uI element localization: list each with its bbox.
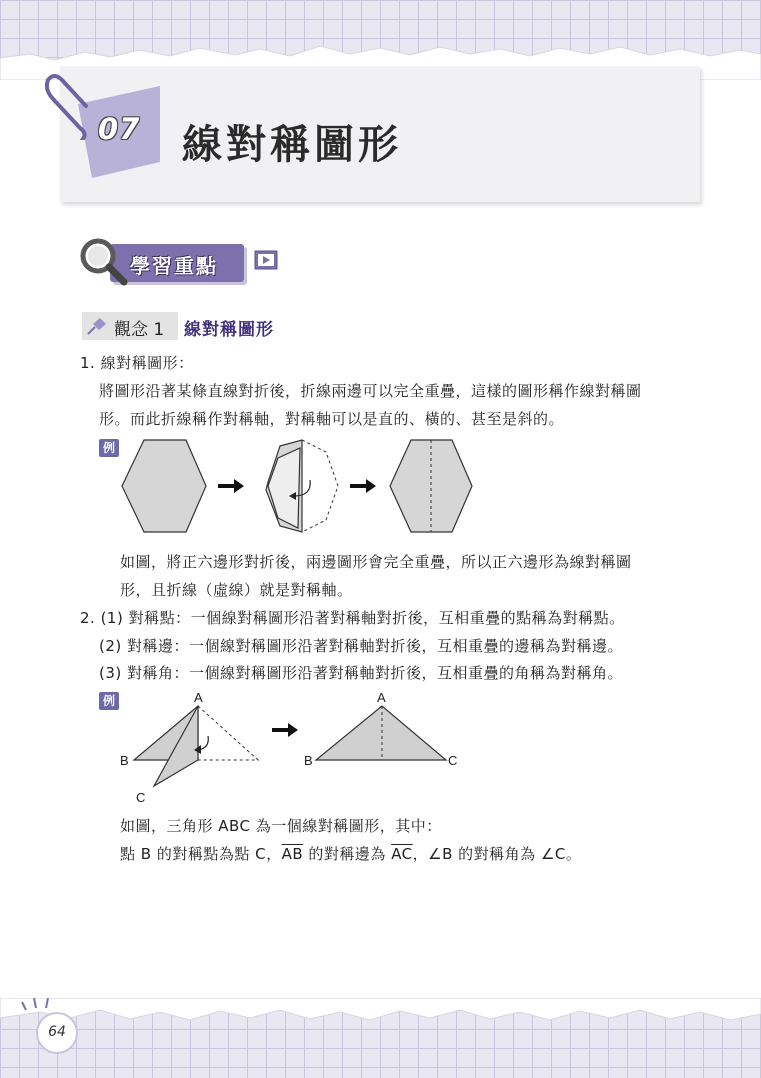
label-c-folding: C <box>136 790 146 805</box>
key-points-title: 學習重點 <box>130 254 218 278</box>
paperclip-icon <box>40 70 90 140</box>
caption-text-part1: 點 B 的對稱點為點 C， <box>120 845 282 863</box>
segment-ab: $\overline{AB}$ <box>281 845 304 863</box>
section1-caption-line1: 如圖，將正六邊形對折後，兩邊圖形會完全重疊，所以正六邊形為線對稱圖 <box>120 553 632 571</box>
chapter-title: 線對稱圖形 <box>182 122 402 168</box>
hexagon-folding <box>266 440 338 532</box>
arrow-icon <box>350 479 376 493</box>
triangle-fold-diagram <box>110 688 470 808</box>
section2-item1: 2. (1) 對稱點：一個線對稱圖形沿著對稱軸對折後，互相重疊的點稱為對稱點。 <box>80 609 625 627</box>
section2-caption-line2 <box>120 843 581 864</box>
triangle-folding <box>134 706 258 786</box>
sparkle-icon <box>20 994 60 1014</box>
label-a-folding: A <box>194 690 203 705</box>
magnifier-icon <box>78 236 128 286</box>
arrow-icon <box>218 479 244 493</box>
torn-paper-edge-bottom <box>0 998 761 1032</box>
example-badge-2: 例 <box>99 692 119 710</box>
segment-ac: $\overline{AC}$ <box>391 845 413 863</box>
section1-definition-line2: 形。而此折線稱作對稱軸，對稱軸可以是直的、橫的、甚至是斜的。 <box>99 410 565 428</box>
label-b-folding: B <box>120 753 129 768</box>
section2-item2: (2) 對稱邊：一個線對稱圖形沿著對稱軸對折後，互相重疊的邊稱為對稱邊。 <box>99 637 624 655</box>
concept-label: 觀念 1 <box>114 320 165 340</box>
label-c-result: C <box>448 753 458 768</box>
section1-definition-line1: 將圖形沿著某條直線對折後，折線兩邊可以完全重疊，這樣的圖形稱作線對稱圖 <box>99 382 642 400</box>
hexagon-original <box>122 440 206 532</box>
chapter-number: 07 <box>98 112 141 146</box>
concept-title: 線對稱圖形 <box>184 320 274 340</box>
section2-item3: (3) 對稱角：一個線對稱圖形沿著對稱軸對折後，互相重疊的角稱為對稱角。 <box>99 664 624 682</box>
triangle-folded-result <box>316 706 446 760</box>
section1-heading: 1. 線對稱圖形： <box>80 354 194 372</box>
label-b-result: B <box>304 753 313 768</box>
concept-heading-row <box>82 312 682 340</box>
video-play-icon[interactable] <box>254 250 278 270</box>
hexagon-fold-diagram <box>118 436 478 536</box>
section1-caption-line2: 形，且折線（虛線）就是對稱軸。 <box>120 581 353 599</box>
arrow-icon <box>272 723 298 737</box>
section2-caption-line1: 如圖，三角形 ABC 為一個線對稱圖形，其中： <box>120 817 442 835</box>
example-badge-1: 例 <box>99 439 119 457</box>
page-number: 64 <box>48 1024 66 1040</box>
label-a-result: A <box>377 690 386 705</box>
caption-text-part3: ，∠B 的對稱角為 ∠C。 <box>412 845 582 863</box>
caption-text-part2: 的對稱邊為 <box>303 845 392 863</box>
pushpin-icon <box>86 316 108 336</box>
